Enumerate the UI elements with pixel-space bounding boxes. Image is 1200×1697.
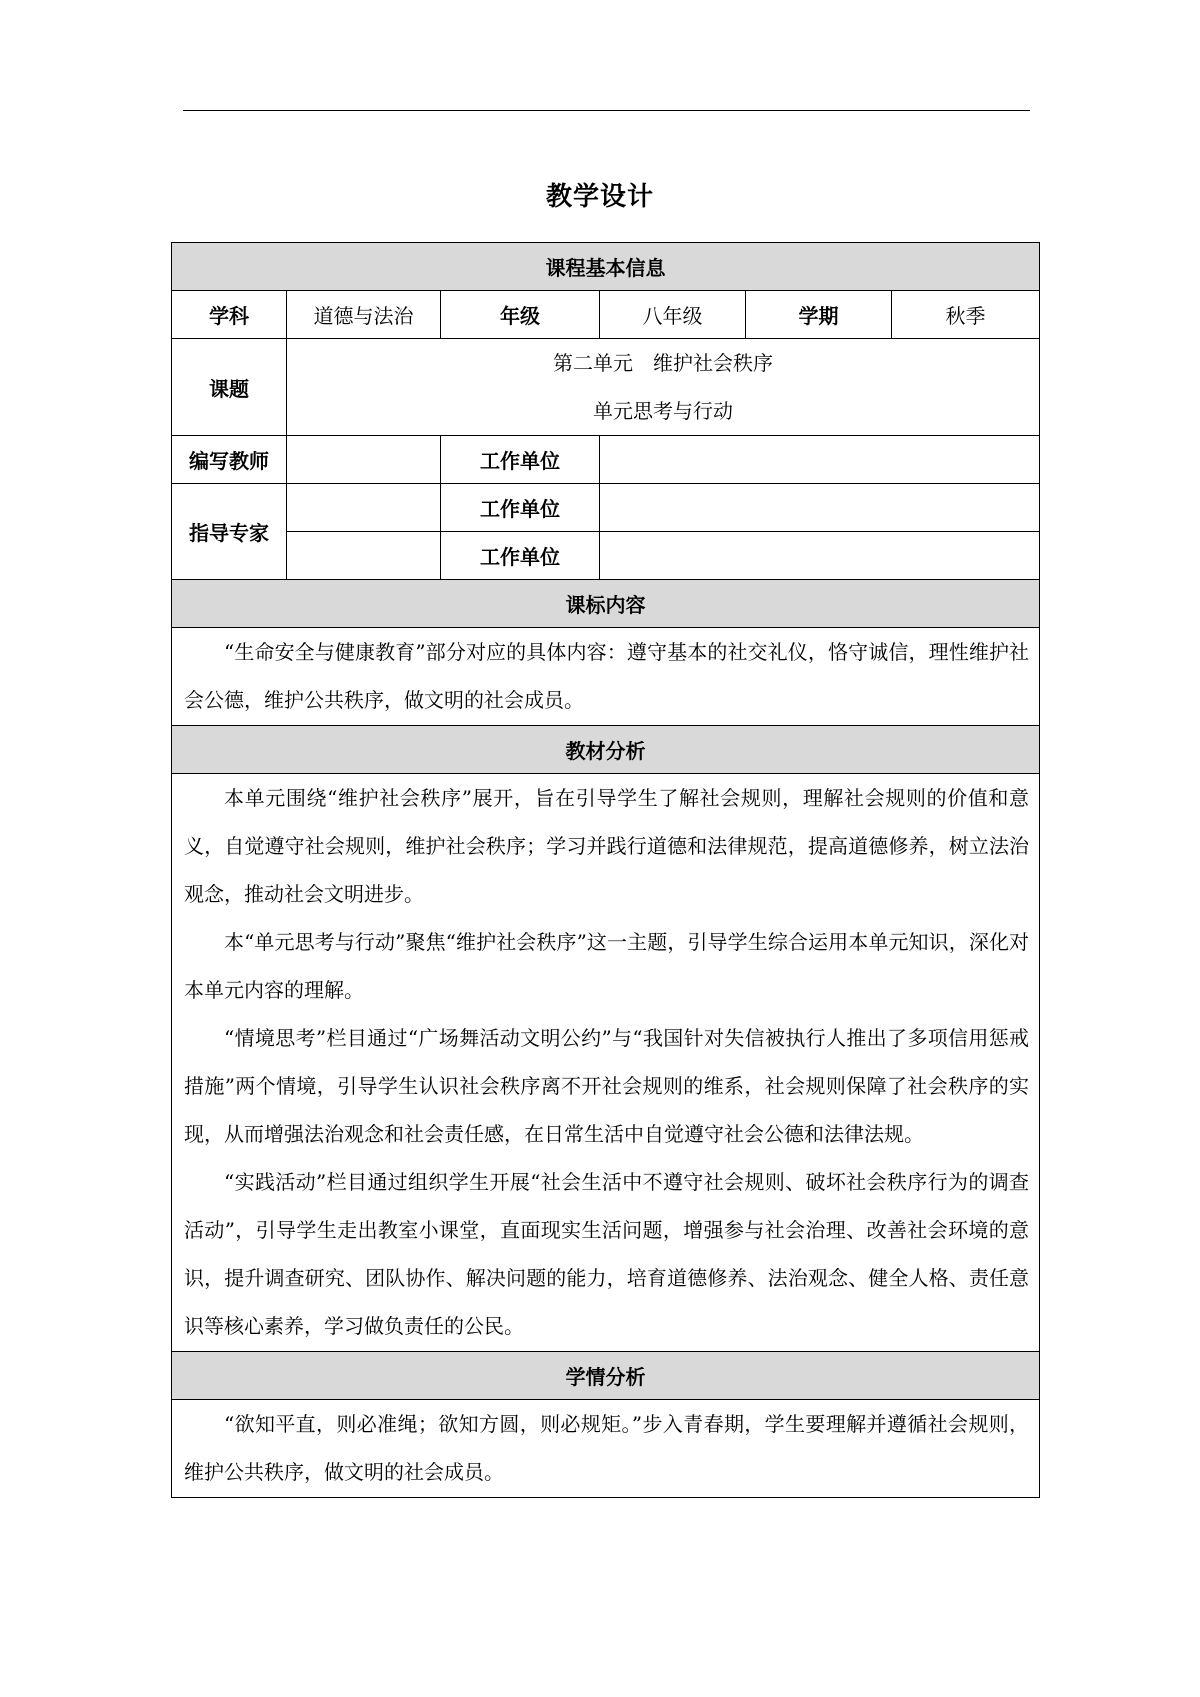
expert1-unit-label: 工作单位	[441, 484, 600, 532]
grade-label: 年级	[441, 291, 600, 339]
curriculum-paragraph: “生命安全与健康教育”部分对应的具体内容：遵守基本的社交礼仪，恪守诚信，理性维护社会公德，维护公共秩序，做文明的社会成员。	[184, 640, 1030, 712]
section-header-curriculum: 课标内容	[172, 580, 1040, 628]
students-content	[172, 1400, 1040, 1498]
textbook-paragraph: “情境思考”栏目通过“广场舞活动文明公约”与“我国针对失信被执行人推出了多项信用惩戒措施”两个情境，引导学生认识社会秩序离不开社会规则的维系，社会规则保障了社会秩序的实现，从而增强法治观念和社会责任感，在日常生活中自觉遵守社会公德和法律法规。	[184, 1026, 1030, 1146]
header-rule	[183, 110, 1030, 111]
textbook-paragraph: “实践活动”栏目通过组织学生开展“社会生活中不遵守社会规则、破坏社会秩序行为的调查活动”，引导学生走出教室小课堂，直面现实生活问题，增强参与社会治理、改善社会环境的意识，提升调查研究、团队协作、解决问题的能力，培育道德修养、法治观念、健全人格、责任意识等核心素养，学习做负责任的公民。	[184, 1170, 1030, 1338]
teacher-label: 编写教师	[172, 436, 287, 484]
teacher-unit-label: 工作单位	[441, 436, 600, 484]
teacher-unit-value	[600, 436, 1040, 484]
expert-label: 指导专家	[172, 484, 287, 580]
lesson-plan-table	[171, 242, 1040, 1498]
topic-lesson: 单元思考与行动	[593, 399, 734, 423]
textbook-paragraph: 本单元围绕“维护社会秩序”展开，旨在引导学生了解社会规则，理解社会规则的价值和意义，自觉遵守社会规则，维护社会秩序；学习并践行道德和法律规范，提高道德修养，树立法治观念，推动社会文明进步。	[184, 786, 1030, 906]
topic-unit: 第二单元 维护社会秩序	[553, 351, 774, 375]
expert2-unit-label: 工作单位	[441, 532, 600, 580]
expert2-value	[287, 532, 441, 580]
expert2-unit-value	[600, 532, 1040, 580]
textbook-content	[172, 774, 1040, 1352]
term-value: 秋季	[892, 291, 1040, 339]
textbook-paragraph: 本“单元思考与行动”聚焦“维护社会秩序”这一主题，引导学生综合运用本单元知识，深化对本单元内容的理解。	[184, 930, 1030, 1002]
expert1-unit-value	[600, 484, 1040, 532]
term-label: 学期	[746, 291, 892, 339]
students-paragraph: “欲知平直，则必准绳；欲知方圆，则必规矩。”步入青春期，学生要理解并遵循社会规则，维护公共秩序，做文明的社会成员。	[184, 1412, 1030, 1484]
section-header-textbook: 教材分析	[172, 726, 1040, 774]
curriculum-content	[172, 628, 1040, 726]
topic-label: 课题	[172, 339, 287, 436]
subject-label: 学科	[172, 291, 287, 339]
section-header-basic-info: 课程基本信息	[172, 243, 1040, 291]
topic-value	[287, 339, 1040, 436]
teacher-value	[287, 436, 441, 484]
expert1-value	[287, 484, 441, 532]
grade-value: 八年级	[600, 291, 746, 339]
subject-value: 道德与法治	[287, 291, 441, 339]
document-title: 教学设计	[545, 182, 654, 212]
section-header-students: 学情分析	[172, 1352, 1040, 1400]
